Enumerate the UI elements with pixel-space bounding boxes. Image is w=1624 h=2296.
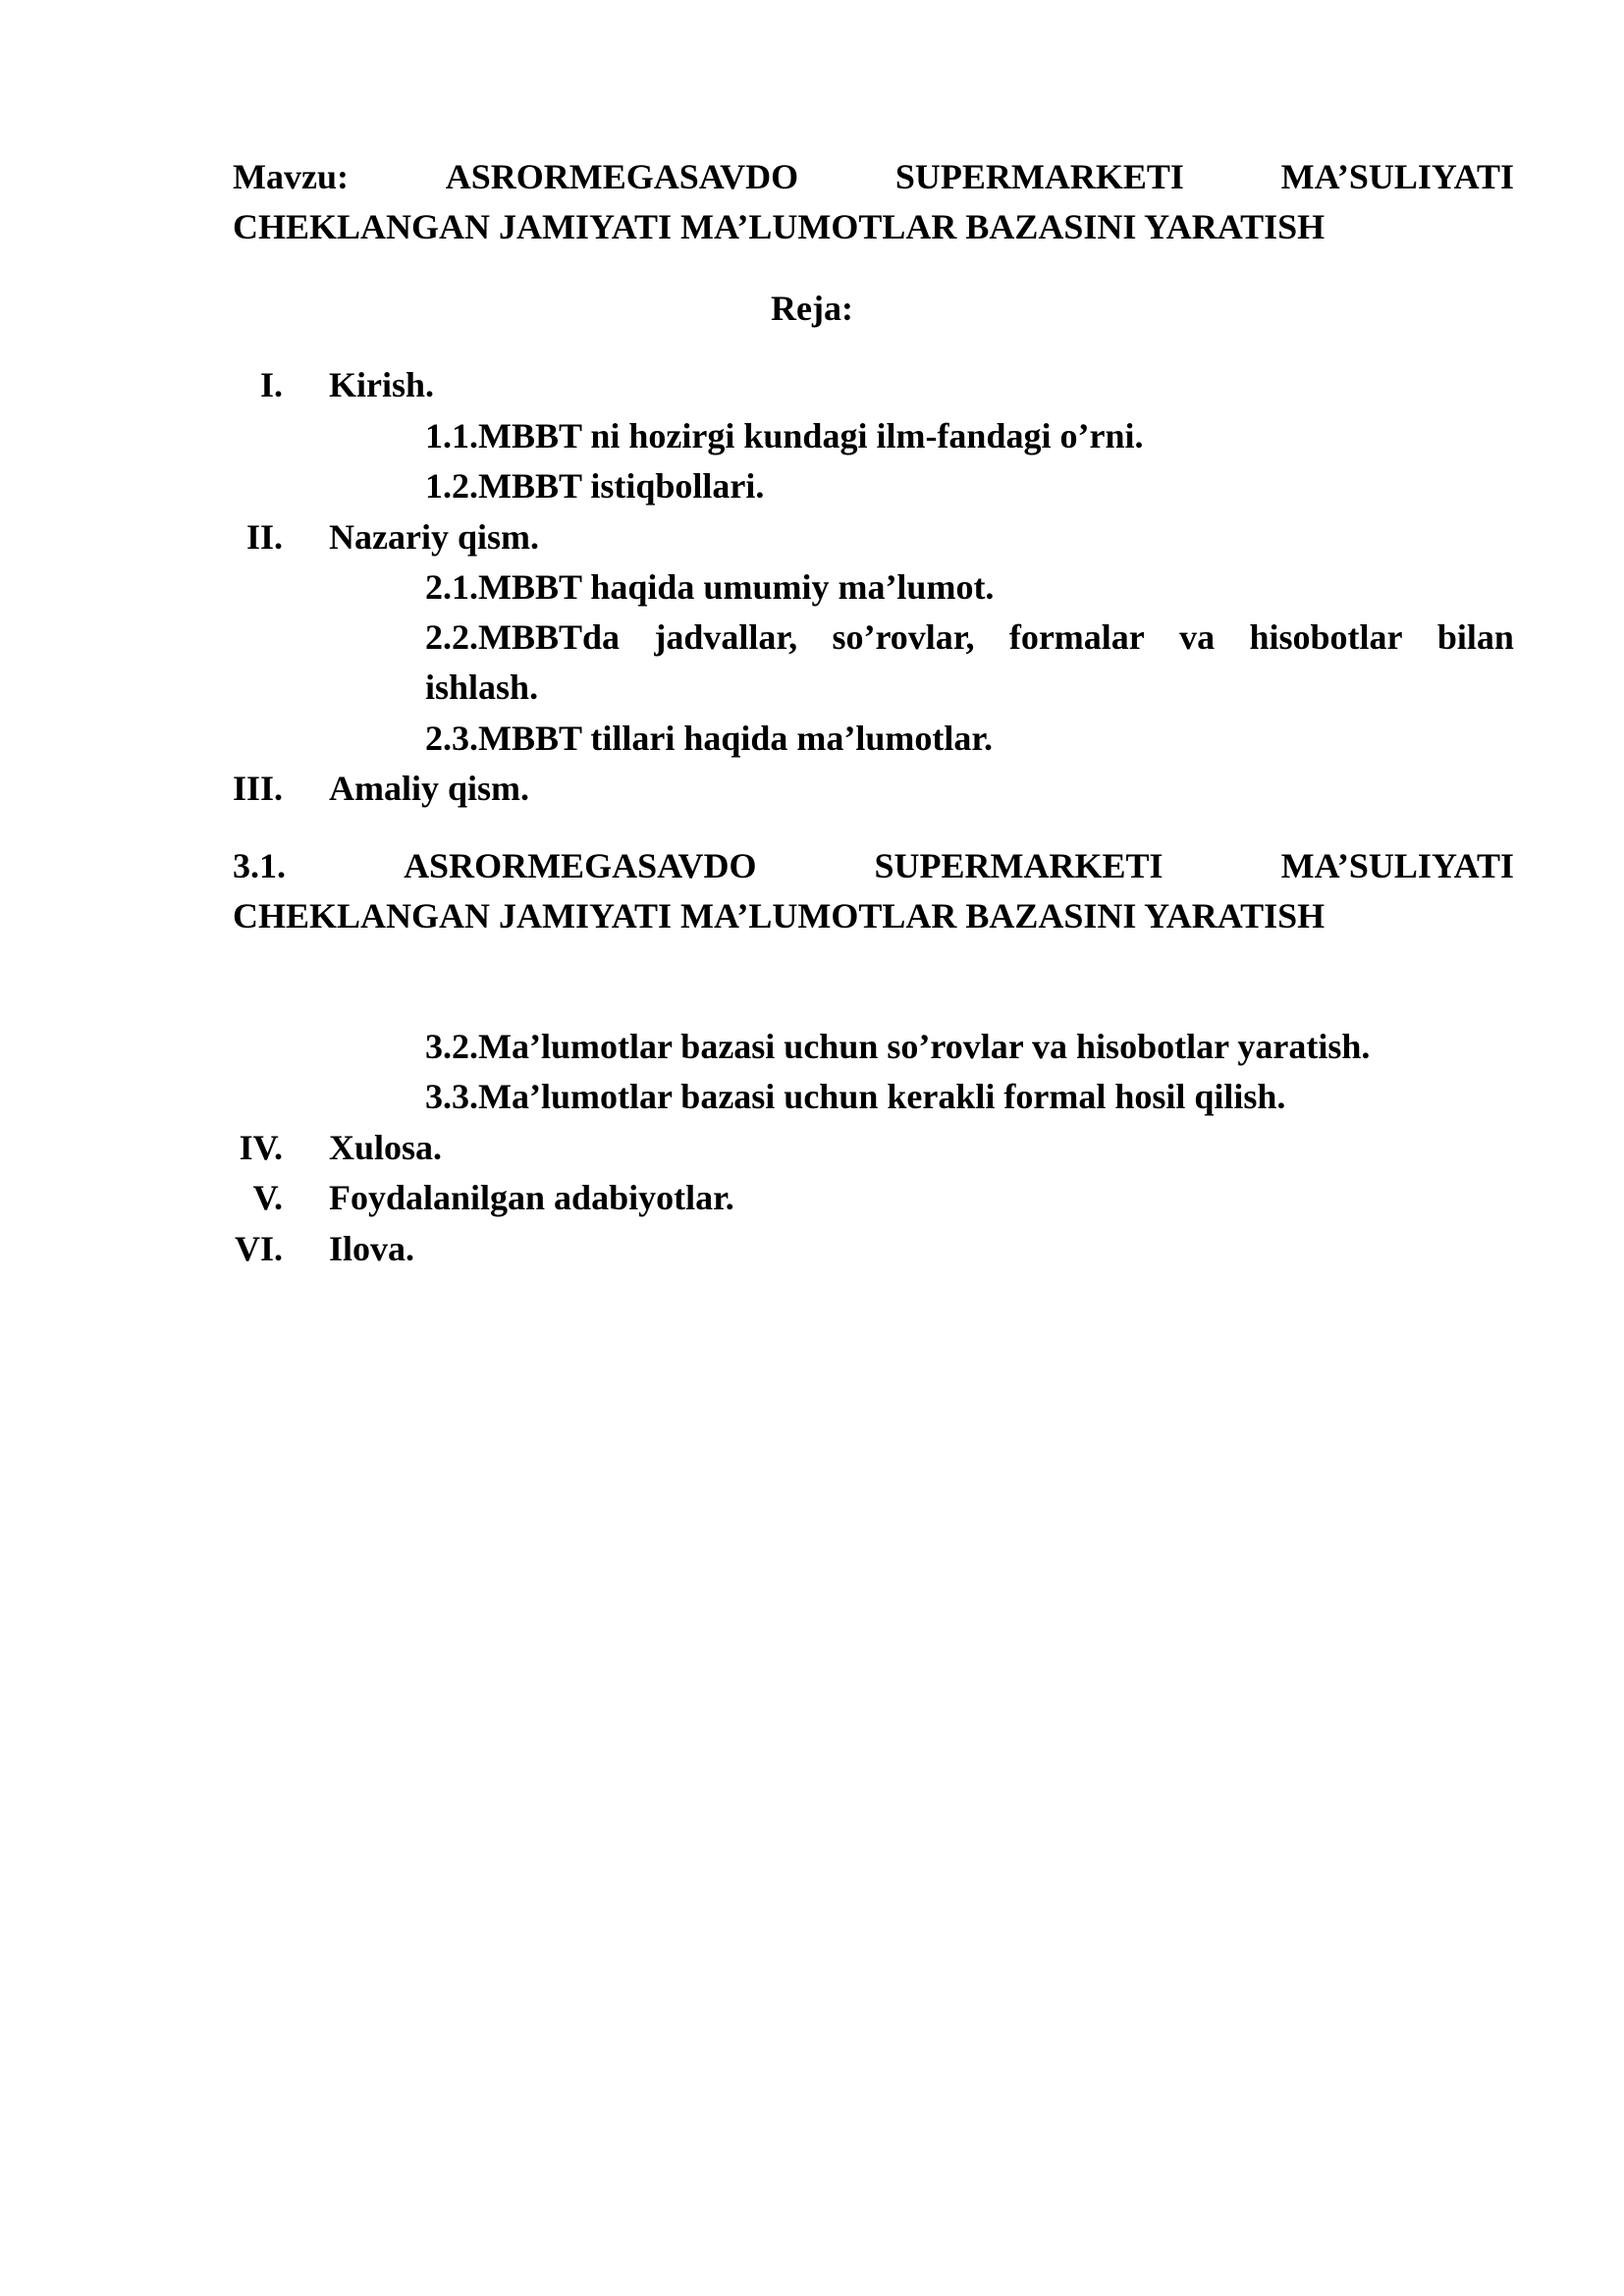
section-number: III. bbox=[232, 769, 283, 808]
subsection-3-1-line1 bbox=[233, 848, 1514, 883]
section-label: Amaliy qism. bbox=[329, 769, 530, 808]
section-label: Foydalanilgan adabiyotlar. bbox=[329, 1178, 734, 1217]
section-label: Nazariy qism. bbox=[329, 517, 539, 557]
word: hisobotlar bbox=[1249, 617, 1403, 657]
word: va bbox=[1179, 617, 1216, 657]
topic-heading-line1 bbox=[233, 159, 1514, 194]
section-number: IV. bbox=[239, 1128, 283, 1167]
section-label: Kirish. bbox=[329, 365, 435, 404]
section-number: V. bbox=[252, 1178, 283, 1217]
subsection-item: 1.2.MBBT istiqbollari. bbox=[425, 466, 765, 506]
topic-word: MA’SULIYATI bbox=[1280, 157, 1514, 196]
word: 2.2.MBBTda bbox=[425, 617, 621, 657]
subsection-3-1-line2: CHEKLANGAN JAMIYATI MA’LUMOTLAR BAZASINI YARATISH bbox=[233, 896, 1326, 935]
topic-label: Mavzu: bbox=[233, 157, 349, 196]
word: MA’SULIYATI bbox=[1280, 846, 1514, 885]
section-number: II. bbox=[245, 517, 283, 557]
section-number: VI. bbox=[234, 1229, 283, 1268]
section-number: I. bbox=[259, 365, 283, 404]
subsection-item-continuation: ishlash. bbox=[425, 667, 539, 707]
topic-heading-line2: CHEKLANGAN JAMIYATI MA’LUMOTLAR BAZASINI YARATISH bbox=[233, 207, 1326, 246]
plan-title: Reja: bbox=[771, 289, 853, 328]
word: SUPERMARKETI bbox=[874, 846, 1164, 885]
subsection-item: 3.2.Ma’lumotlar bazasi uchun so’rovlar va hisobotlar yaratish. bbox=[425, 1027, 1371, 1066]
word: so’rovlar, bbox=[832, 617, 975, 657]
section-label: Xulosa. bbox=[329, 1128, 443, 1167]
word: jadvallar, bbox=[654, 617, 798, 657]
section-label: Ilova. bbox=[329, 1229, 415, 1268]
word: formalar bbox=[1008, 617, 1145, 657]
subsection-item-justified bbox=[425, 619, 1514, 655]
subsection-item: 2.1.MBBT haqida umumiy ma’lumot. bbox=[425, 567, 995, 607]
subsection-item: 2.3.MBBT tillari haqida ma’lumotlar. bbox=[425, 719, 994, 758]
subsection-item: 3.3.Ma’lumotlar bazasi uchun kerakli formal hosil qilish. bbox=[425, 1077, 1286, 1116]
word: bilan bbox=[1436, 617, 1514, 657]
word: ASRORMEGASAVDO bbox=[404, 846, 757, 885]
topic-word: ASRORMEGASAVDO bbox=[445, 157, 799, 196]
subsection-item: 1.1.MBBT ni hozirgi kundagi ilm-fandagi o’rni. bbox=[425, 416, 1144, 455]
word: 3.1. bbox=[233, 846, 286, 885]
topic-word: SUPERMARKETI bbox=[894, 157, 1184, 196]
